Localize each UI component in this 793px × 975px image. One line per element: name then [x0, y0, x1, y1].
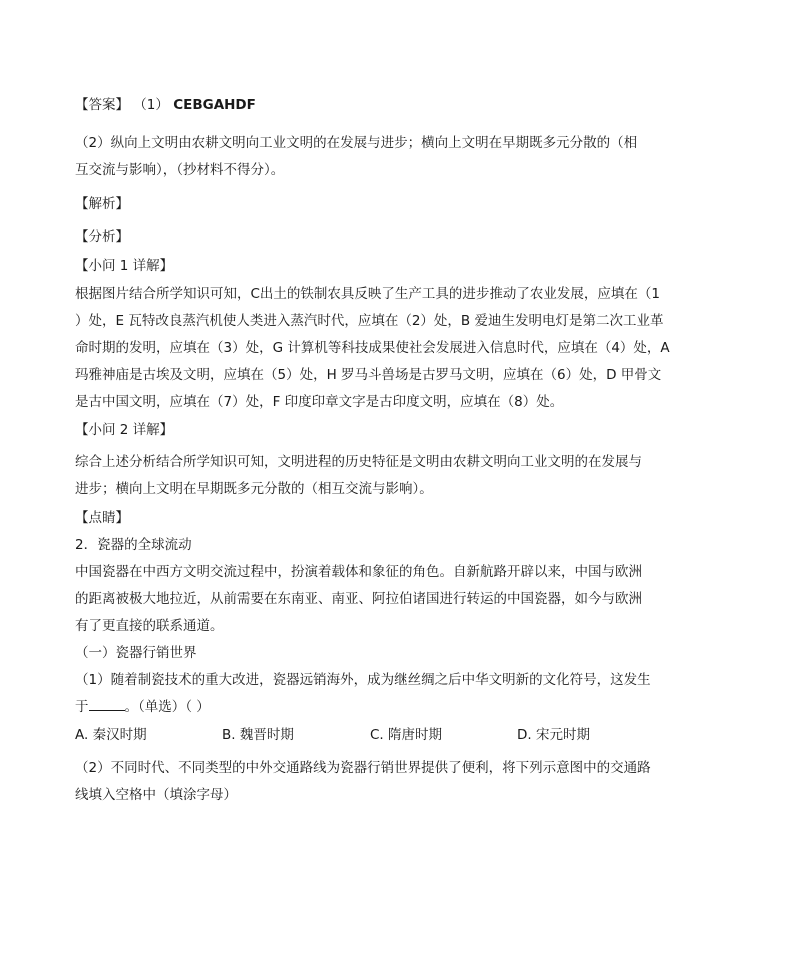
sub1-line: 是古中国文明，应填在（7）处，F 印度印章文字是古印度文明，应填在（8）处。 — [75, 394, 564, 410]
option-a: A. 秦汉时期 — [75, 727, 147, 743]
sub1-tag: 【小问 1 详解】 — [75, 258, 174, 274]
option-c: C. 隋唐时期 — [370, 727, 443, 743]
answer-q1-value: CEBGAHDF — [173, 97, 256, 113]
answer-line — [75, 95, 256, 115]
sub1-line: ）处，E 瓦特改良蒸汽机使人类进入蒸汽时代，应填在（2）处，B 爱迪生发明电灯是第二次工业革 — [75, 313, 664, 329]
q2-line: （2）不同时代、不同类型的中外交通路线为瓷器行销世界提供了便利，将下列示意图中的交通路 — [75, 760, 651, 776]
q1-line1: （1）随着制瓷技术的重大改进，瓷器远销海外，成为继丝绸之后中华文明新的文化符号，这发生 — [75, 672, 651, 688]
answer-q2-line2: 互交流与影响），（抄材料不得分）。 — [75, 162, 285, 178]
question2-title: 2．瓷器的全球流动 — [75, 537, 192, 553]
intro-line: 有了更直接的联系通道。 — [75, 618, 224, 634]
answer-blank — [89, 698, 125, 711]
jiexi-tag: 【解析】 — [75, 196, 129, 212]
q1-line2-pre: 于 — [75, 699, 89, 715]
q2-line: 线填入空格中（填涂字母） — [75, 787, 237, 803]
answer-q2-line1: （2）纵向上文明由农耕文明向工业文明的在发展与进步；横向上文明在早期既多元分散的（相 — [75, 135, 638, 151]
option-d: D. 宋元时期 — [517, 727, 590, 743]
sub1-line: 根据图片结合所学知识可知，C出土的铁制农具反映了生产工具的进步推动了农业发展，应填在（1 — [75, 286, 661, 302]
sub2-tag: 【小问 2 详解】 — [75, 422, 174, 438]
sub2-line: 综合上述分析结合所学知识可知，文明进程的历史特征是文明由农耕文明向工业文明的在发展与 — [75, 454, 642, 470]
option-b: B. 魏晋时期 — [222, 727, 294, 743]
q1-line2 — [75, 697, 210, 717]
fenxi-tag: 【分析】 — [75, 229, 129, 245]
sub1-line: 玛雅神庙是古埃及文明，应填在（5）处，H 罗马斗兽场是古罗马文明，应填在（6）处，D 甲骨文 — [75, 367, 662, 383]
q1-line2-post: 。（单选）（ ） — [124, 699, 210, 715]
sub2-line: 进步；横向上文明在早期既多元分散的（相互交流与影响）。 — [75, 481, 433, 497]
section1-title: （一）瓷器行销世界 — [75, 645, 197, 661]
intro-line: 的距离被极大地拉近，从前需要在东南亚、南亚、阿拉伯诸国进行转运的中国瓷器，如今与欧洲 — [75, 591, 642, 607]
intro-line: 中国瓷器在中西方文明交流过程中，扮演着载体和象征的角色。自新航路开辟以来，中国与欧洲 — [75, 564, 642, 580]
answer-q1-label: （1） — [133, 97, 169, 113]
dianjing-tag: 【点睛】 — [75, 510, 129, 526]
sub1-line: 命时期的发明，应填在（3）处，G 计算机等科技成果使社会发展进入信息时代，应填在（4）处，A — [75, 340, 670, 356]
answer-tag: 【答案】 — [75, 97, 129, 113]
